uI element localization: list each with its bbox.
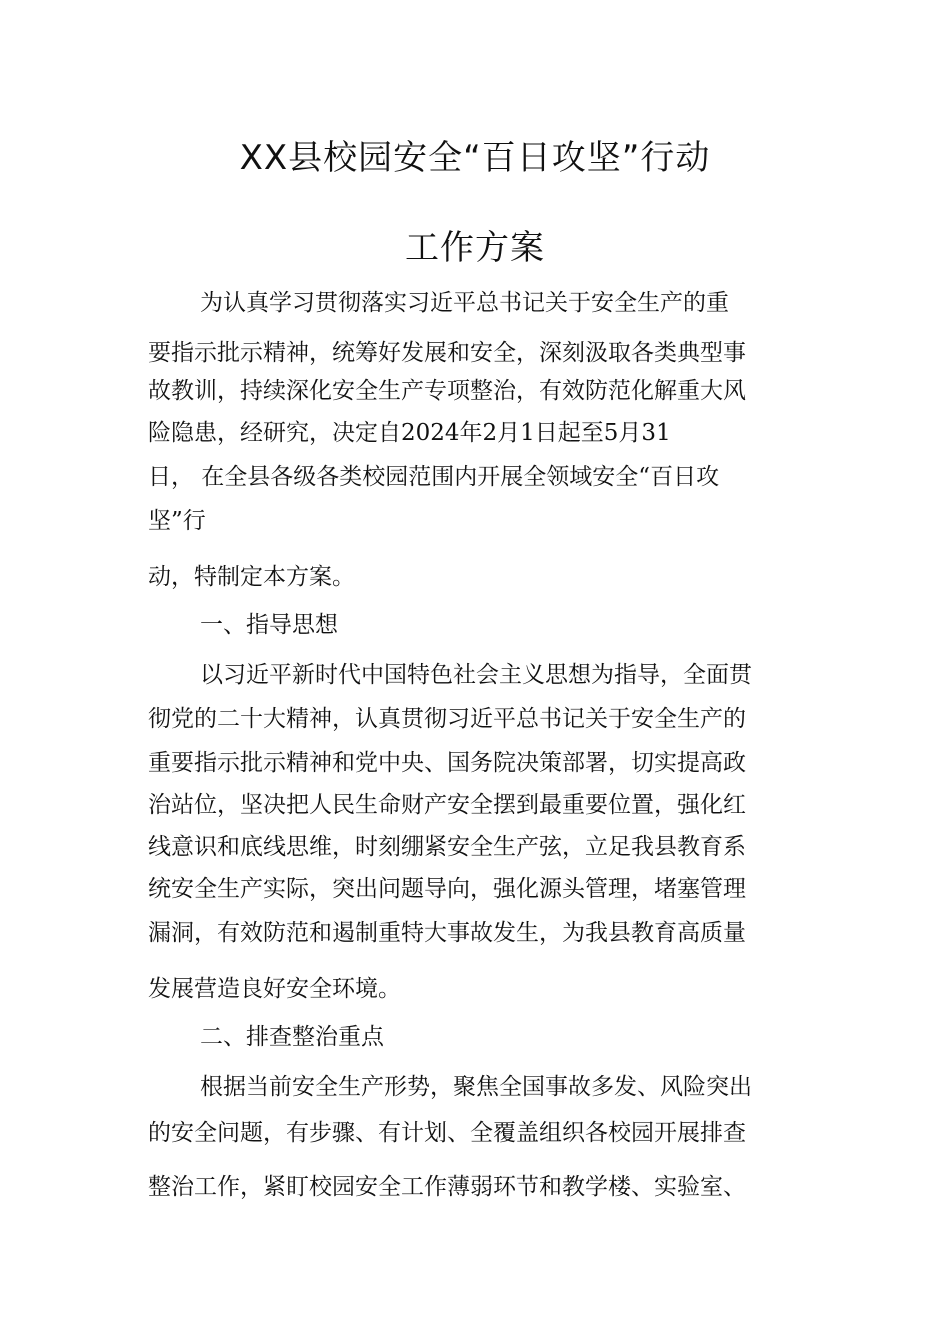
intro-line-1: 为认真学习贯彻落实习近平总书记关于安全生产的重 [200, 290, 729, 316]
document-title-line-2: 工作方案 [405, 228, 545, 268]
intro-line-7: 动，特制定本方案。 [148, 564, 355, 590]
section-1-line-8: 发展营造良好安全环境。 [148, 976, 401, 1002]
section-2-line-3: 整治工作，紧盯校园安全工作薄弱环节和教学楼、实验室、 [148, 1174, 746, 1200]
intro-line-3: 故教训，持续深化安全生产专项整治，有效防范化解重大风 [148, 378, 746, 404]
intro-line-4: 险隐患，经研究，决定自2024年2月1日起至5月31 [148, 420, 671, 446]
intro-line-6: 坚”行 [148, 508, 206, 534]
document-title-line-1: XX县校园安全“百日攻坚”行动 [239, 138, 711, 178]
section-2-heading: 二、排查整治重点 [200, 1024, 384, 1050]
intro-line-5: 日， 在全县各级各类校园范围内开展全领域安全“百日攻 [148, 464, 720, 490]
section-2-line-1: 根据当前安全生产形势，聚焦全国事故多发、风险突出 [200, 1074, 752, 1100]
section-1-line-3: 重要指示批示精神和党中央、国务院决策部署，切实提高政 [148, 750, 746, 776]
section-1-line-6: 统安全生产实际，突出问题导向，强化源头管理，堵塞管理 [148, 876, 746, 902]
section-1-heading: 一、指导思想 [200, 612, 338, 638]
section-1-line-1: 以习近平新时代中国特色社会主义思想为指导，全面贯 [200, 662, 752, 688]
section-1-line-4: 治站位，坚决把人民生命财产安全摆到最重要位置，强化红 [148, 792, 746, 818]
section-2-line-2: 的安全问题，有步骤、有计划、全覆盖组织各校园开展排查 [148, 1120, 746, 1146]
section-1-line-2: 彻党的二十大精神，认真贯彻习近平总书记关于安全生产的 [148, 706, 746, 732]
section-1-line-5: 线意识和底线思维，时刻绷紧安全生产弦，立足我县教育系 [148, 834, 746, 860]
intro-line-2: 要指示批示精神，统筹好发展和安全，深刻汲取各类典型事 [148, 340, 746, 366]
section-1-line-7: 漏洞，有效防范和遏制重特大事故发生，为我县教育高质量 [148, 920, 746, 946]
